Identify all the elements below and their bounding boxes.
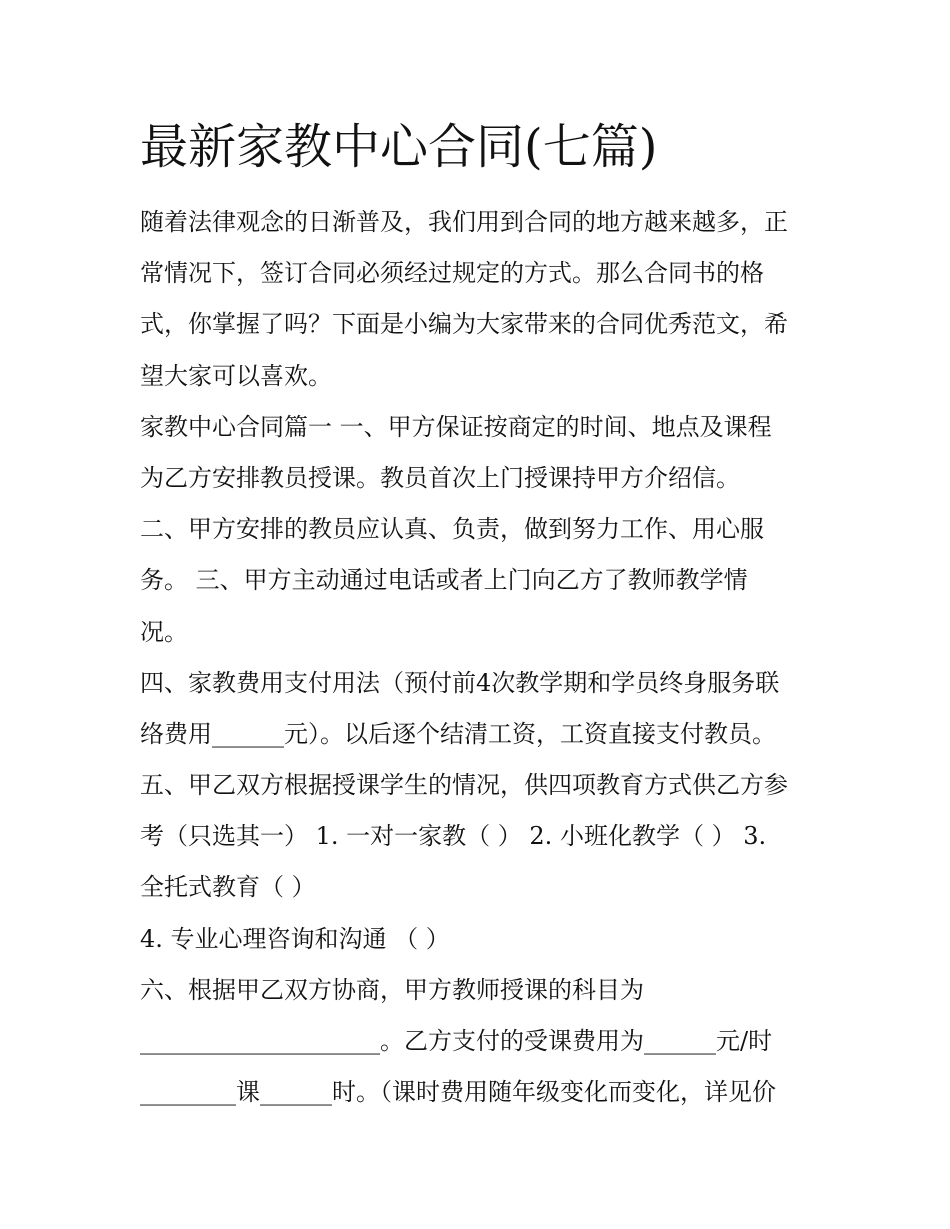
- paragraph-line: 随着法律观念的日渐普及，我们用到合同的地方越来越多，正: [140, 208, 788, 236]
- paragraph-line: 五、甲乙双方根据授课学生的情况，供四项教育方式供乙方参: [140, 771, 788, 800]
- paragraph-line: 望大家可以喜欢。: [140, 361, 332, 390]
- paragraph-line: ________课______时。（课时费用随年级变化而变化，详见价: [140, 1078, 776, 1107]
- document-body: [140, 197, 812, 1118]
- paragraph-line: 务。 三、甲方主动通过电话或者上门向乙方了教师教学情: [140, 566, 748, 595]
- paragraph-line: 4. 专业心理咨询和沟通 （ ）: [140, 924, 450, 953]
- paragraph-line: 常情况下，签订合同必须经过规定的方式。那么合同书的格: [140, 259, 764, 288]
- paragraph-line: 式，你掌握了吗？下面是小编为大家带来的合同优秀范文，希: [140, 310, 788, 339]
- document-title: 最新家教中心合同(七篇): [140, 119, 658, 175]
- paragraph-line: 全托式教育（ ）: [140, 873, 316, 902]
- paragraph-line: 二、甲方安排的教员应认真、负责，做到努力工作、用心服: [140, 515, 764, 544]
- paragraph-line: 络费用______元）。以后逐个结清工资，工资直接支付教员。: [140, 719, 776, 748]
- paragraph-line: 考（只选其一） 1. 一对一家教（ ） 2. 小班化教学（ ） 3.: [140, 822, 767, 851]
- paragraph-line: 家教中心合同篇一 一、甲方保证按商定的时间、地点及课程: [140, 412, 772, 441]
- paragraph-line: 况。: [140, 617, 188, 646]
- paragraph-line: 四、家教费用支付用法（预付前4次教学期和学员终身服务联: [140, 668, 780, 697]
- paragraph-line: 六、根据甲乙双方协商，甲方教师授课的科目为: [140, 975, 644, 1004]
- paragraph-line: 为乙方安排教员授课。教员首次上门授课持甲方介绍信。: [140, 463, 740, 492]
- paragraph-line: ____________________。乙方支付的受课费用为______元/时: [140, 1027, 773, 1055]
